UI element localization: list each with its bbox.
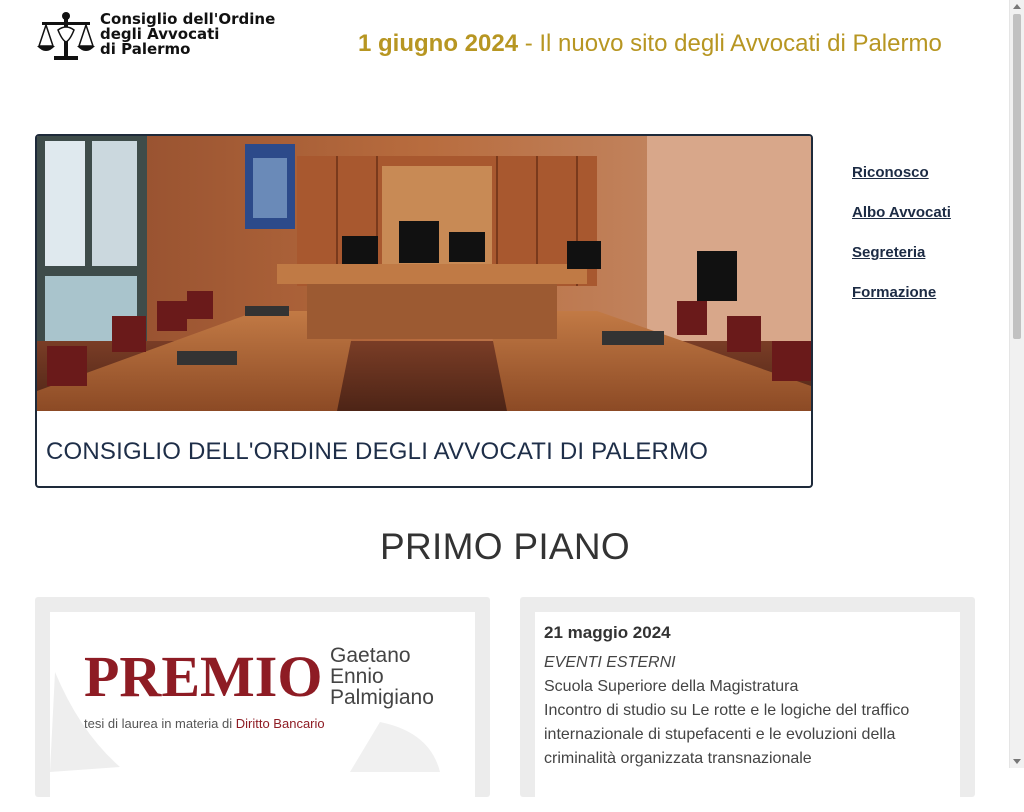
hero-caption: CONSIGLIO DELL'ORDINE DEGLI AVVOCATI DI PALERMO (46, 438, 709, 465)
scrollbar-thumb[interactable] (1013, 14, 1021, 339)
scroll-down-arrow-icon[interactable] (1013, 759, 1021, 764)
logo-line-2: degli Avvocati (100, 25, 220, 43)
page-scrollbar[interactable] (1009, 0, 1024, 768)
council-chamber-photo (37, 136, 811, 411)
headline-date: 1 giugno 2024 (358, 30, 519, 57)
news-body (544, 621, 954, 771)
side-navigation (852, 162, 951, 322)
news-card[interactable] (520, 597, 975, 797)
nav-link-formazione[interactable]: Formazione (852, 284, 937, 301)
news-text: Incontro di studio su Le rotte e le logiche del traffico internazionale di stupefacenti e le evoluzioni della criminalità organizzata transnazionale (544, 702, 910, 767)
nav-link-albo-avvocati[interactable]: Albo Avvocati (852, 204, 951, 221)
logo-text (100, 10, 275, 57)
scales-of-justice-icon (36, 10, 96, 62)
premio-card-inner (50, 612, 475, 812)
news-date: 21 maggio 2024 (544, 623, 671, 642)
news-category: EVENTI ESTERNI (544, 654, 676, 671)
premio-word: PREMIO (84, 644, 323, 709)
headline-text: - Il nuovo sito degli Avvocati di Palermo (518, 30, 942, 57)
site-logo[interactable] (36, 10, 276, 66)
nav-link-segreteria[interactable]: Segreteria (852, 244, 926, 261)
premio-card[interactable] (35, 597, 490, 797)
news-card-inner (535, 612, 960, 812)
hero-card[interactable] (35, 134, 813, 488)
premio-subtitle-prefix: tesi di laurea in materia di (84, 716, 236, 731)
news-organization: Scuola Superiore della Magistratura (544, 678, 799, 695)
scroll-up-arrow-icon[interactable] (1013, 4, 1021, 9)
logo-line-1: Consiglio dell'Ordine (100, 10, 276, 28)
premio-name-line-2: Ennio (330, 665, 384, 688)
premio-name-line-1: Gaetano (330, 644, 411, 667)
logo-line-3: di Palermo (100, 40, 191, 58)
premio-subtitle-highlight: Diritto Bancario (235, 716, 325, 731)
premio-subtitle (84, 716, 325, 731)
headline-announcement (358, 30, 942, 58)
premio-banner-image (50, 612, 475, 772)
section-title: PRIMO PIANO (380, 526, 630, 567)
premio-name-line-3: Palmigiano (330, 686, 434, 709)
nav-link-riconosco[interactable]: Riconosco (852, 164, 929, 181)
